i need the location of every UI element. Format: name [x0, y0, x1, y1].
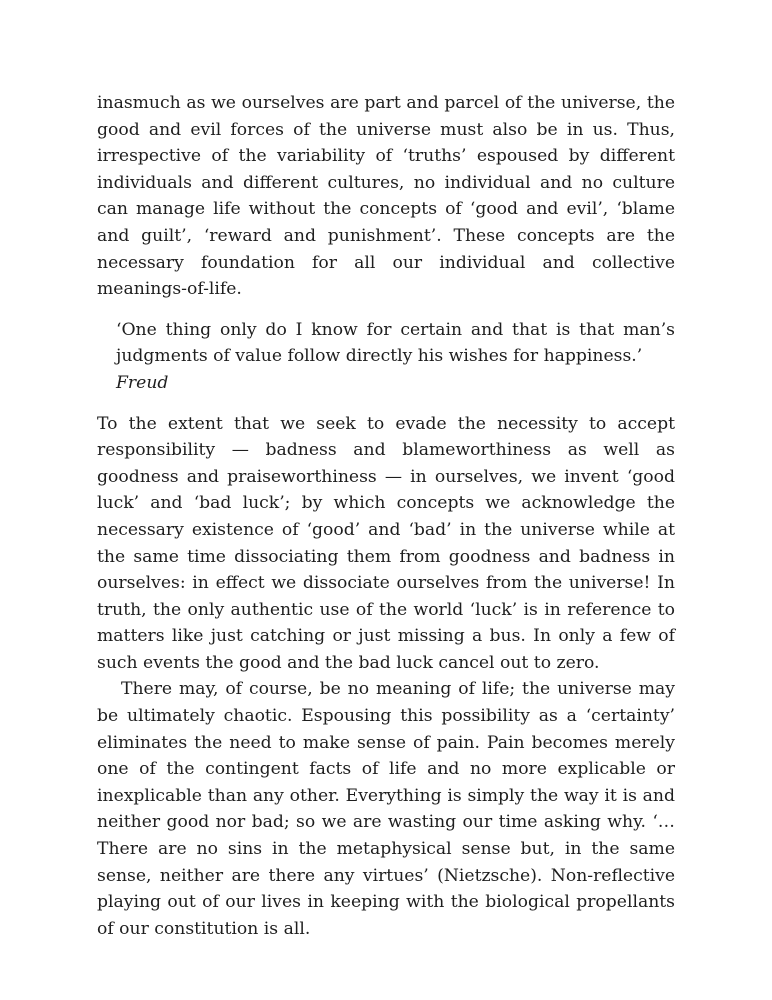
paragraph-meaning-of-life: There may, of course, be no meaning of life; the universe may be ultimately chaotic. Espousing this possibility as a ‘certainty’ eliminates the need to make sense of pain. Pain becomes merely one of the contingent facts of life and no more explicable or inexplicable than any other. Everything is simply the way it is and neither good nor bad; so we are wasting our time asking why. ‘…There are no sins in the metaphysical sense but, in the same sense, neither are there any virtues’ (Nietzsche). Non-reflective playing out of our lives in keeping with the biological propellants of our constitution is all. [97, 679, 675, 939]
document-page [97, 90, 675, 942]
quote-author: Freud [116, 372, 169, 393]
paragraph-luck: To the extent that we seek to evade the necessity to accept responsibility — badness and blameworthiness as well as goodness and praiseworthiness — in ourselves, we invent ‘good luck’ and ‘bad luck’; by which concepts we acknowledge the necessary existence of ‘good’ and ‘bad’ in the universe while at the same time dissociating them from goodness and badness in ourselves: in effect we dissociate ourselves from the universe! In truth, the only authentic use of the world ‘luck’ is in reference to matters like just catching or just missing a bus. In only a few of such events the good and the bad luck cancel out to zero. [97, 413, 675, 673]
block-quote [116, 317, 675, 397]
quote-text: ‘One thing only do I know for certain and that is that man’s judgments of value follow directly his wishes for happiness.’ [116, 319, 675, 367]
paragraph-good-and-evil: inasmuch as we ourselves are part and parcel of the universe, the good and evil forces of the universe must also be in us. Thus, irrespective of the variability of ‘truths’ espoused by different individuals and different cultures, no individual and no culture can manage life without the concepts of ‘good and evil’, ‘blame and guilt’, ‘reward and punishment’. These concepts are the necessary foundation for all our individual and collective meanings-of-life. [97, 93, 675, 300]
